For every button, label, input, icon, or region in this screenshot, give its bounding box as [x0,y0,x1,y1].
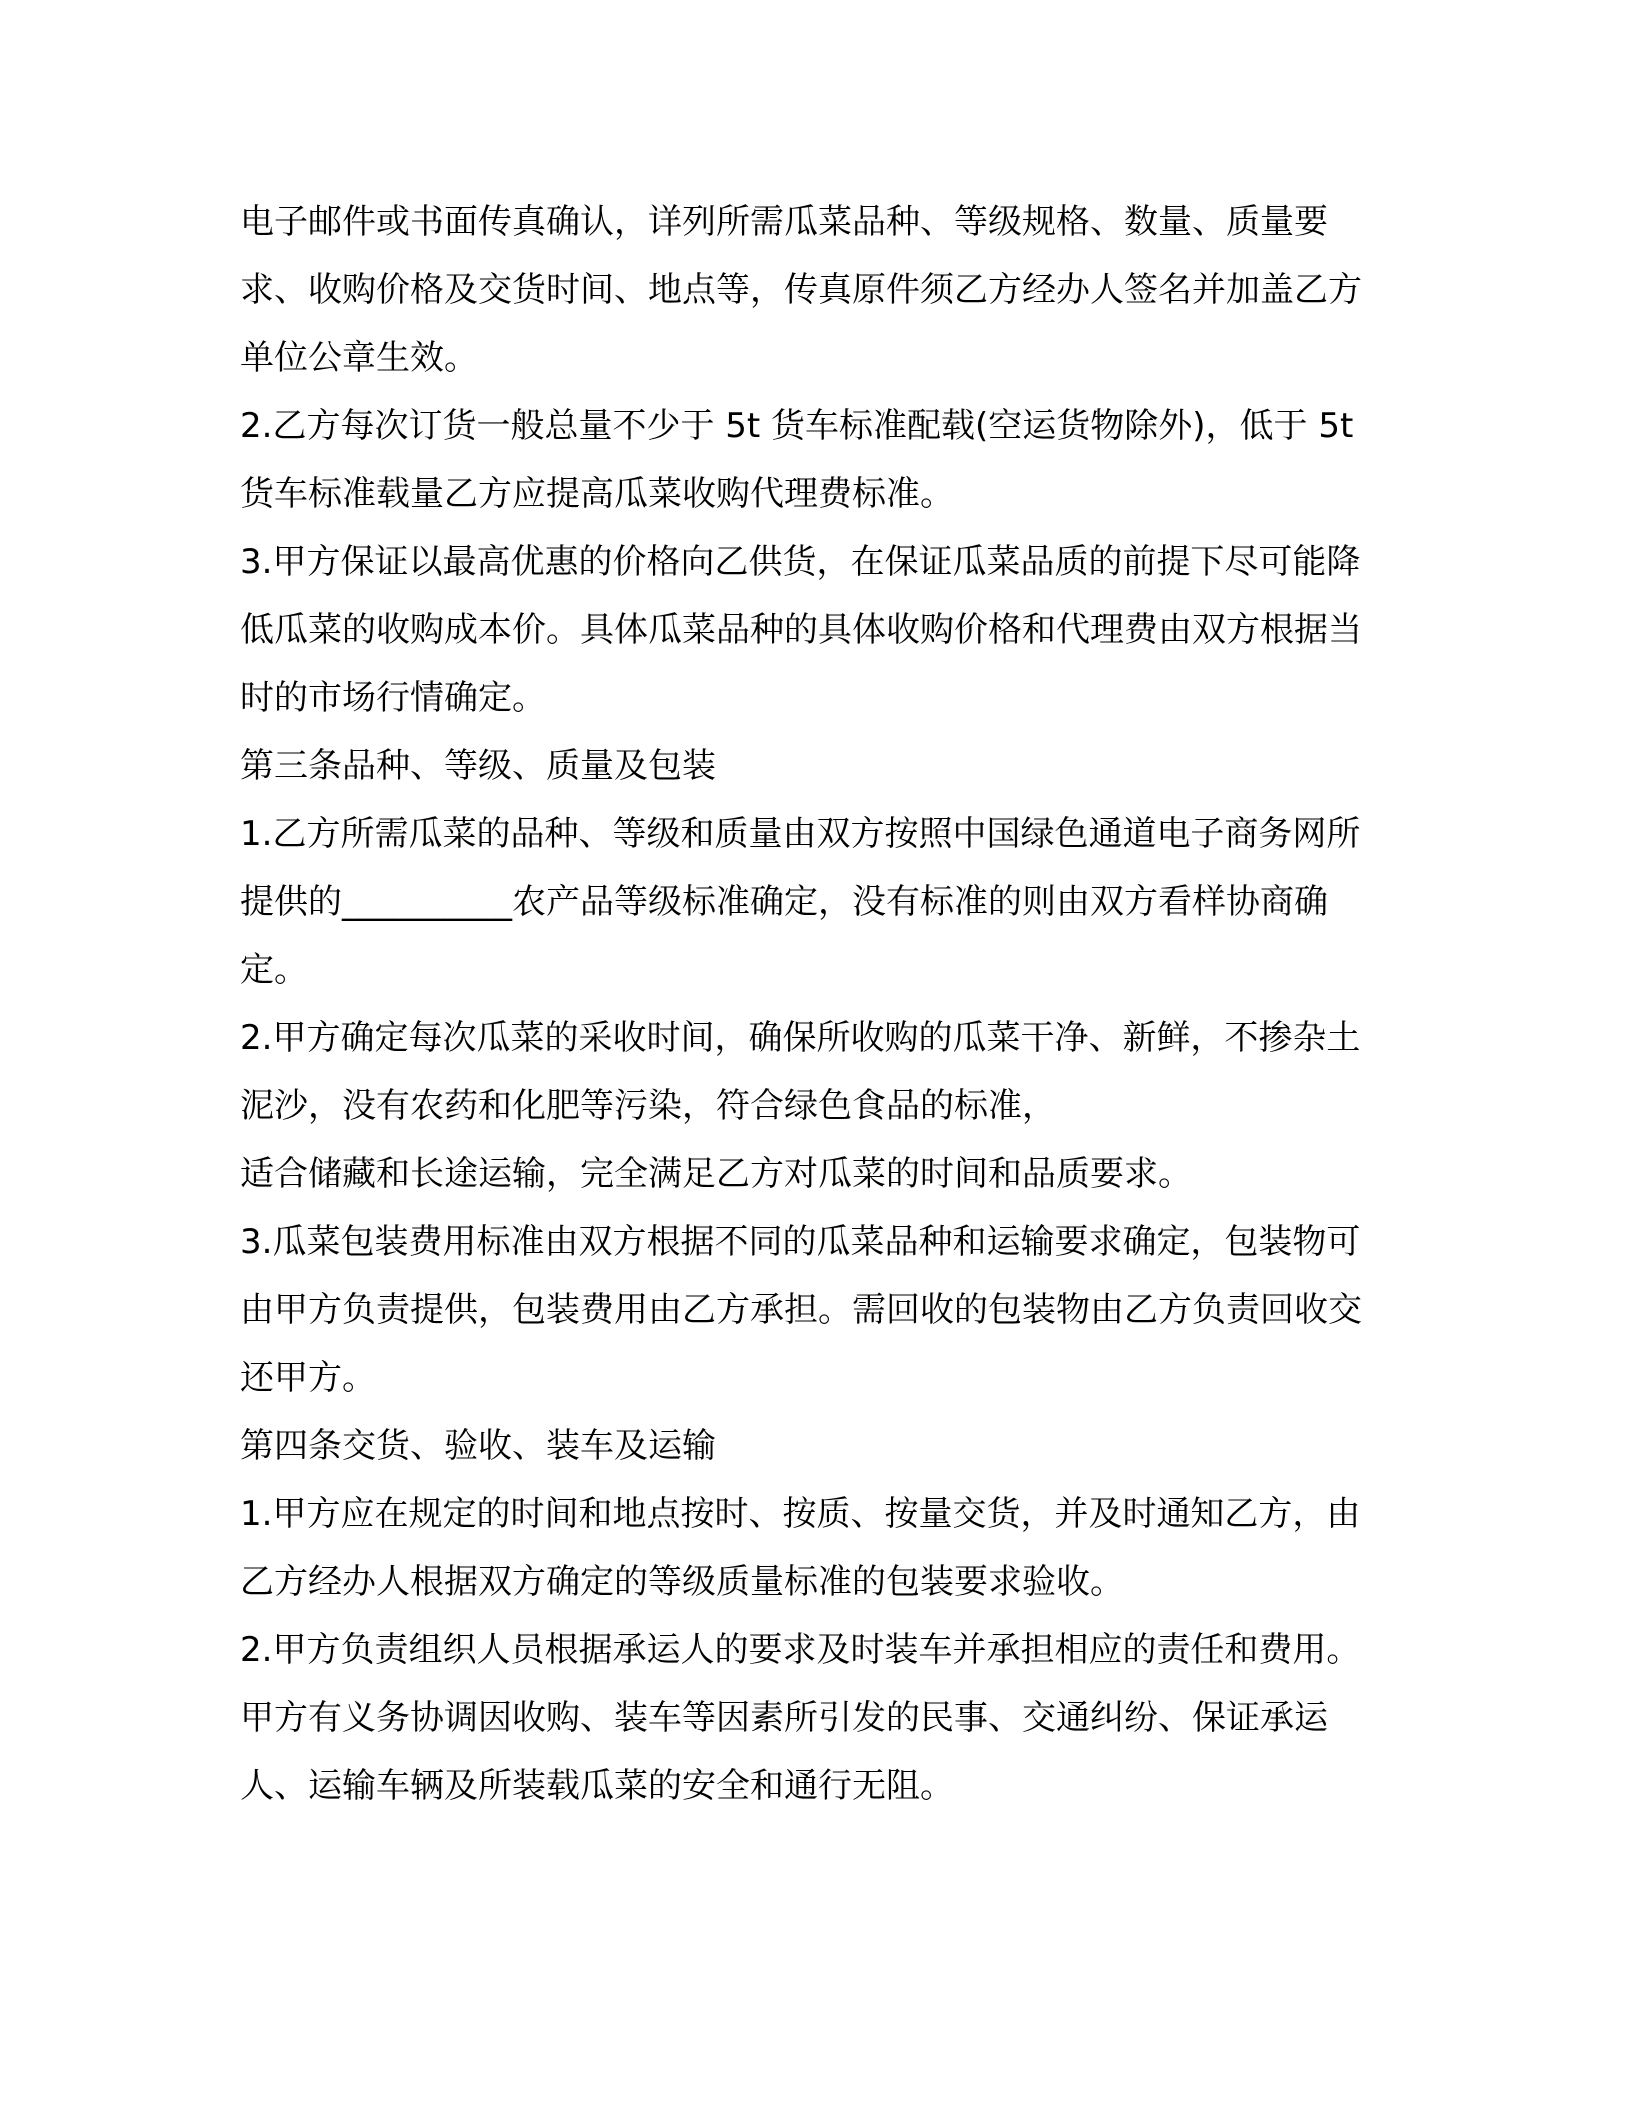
paragraph-pricing: 3.甲方保证以最高优惠的价格向乙供货，在保证瓜菜品质的前提下尽可能降低瓜菜的收购成本价。具体瓜菜品种的具体收购价格和代理费由双方根据当时的市场行情确定。 [240,542,1362,718]
section-heading-article-3: 第三条品种、等级、质量及包装 [240,746,716,786]
paragraph-order-volume: 2.乙方每次订货一般总量不少于 5t 货车标准配载(空运货物除外)，低于 5t 货车标准载量乙方应提高瓜菜收购代理费标准。 [240,406,1365,514]
paragraph-fax-confirmation: 电子邮件或书面传真确认，详列所需瓜菜品种、等级规格、数量、质量要求、收购价格及交货时间、地点等，传真原件须乙方经办人签名并加盖乙方单位公章生效。 [240,202,1362,378]
paragraph-loading-transport: 2.甲方负责组织人员根据承运人的要求及时装车并承担相应的责任和费用。甲方有义务协调因收购、装车等因素所引发的民事、交通纠纷、保证承运人、运输车辆及所装载瓜菜的安全和通行无阻。 [240,1630,1361,1806]
paragraph-harvest-quality: 2.甲方确定每次瓜菜的采收时间，确保所收购的瓜菜干净、新鲜，不掺杂土泥沙，没有农药和化肥等污染，符合绿色食品的标准， [240,1018,1361,1126]
section-heading-article-4: 第四条交货、验收、装车及运输 [240,1426,716,1466]
document-body [240,188,1390,1820]
paragraph-grade-standard: 1.乙方所需瓜菜的品种、等级和质量由双方按照中国绿色通道电子商务网所提供的__________农产品等级标准确定，没有标准的则由双方看样协商确定。 [240,814,1361,990]
paragraph-delivery-inspection: 1.甲方应在规定的时间和地点按时、按质、按量交货，并及时通知乙方，由乙方经办人根据双方确定的等级质量标准的包装要求验收。 [240,1494,1361,1602]
paragraph-packaging: 3.瓜菜包装费用标准由双方根据不同的瓜菜品种和运输要求确定，包装物可由甲方负责提供，包装费用由乙方承担。需回收的包装物由乙方负责回收交还甲方。 [240,1222,1362,1398]
paragraph-storage-transport: 适合储藏和长途运输，完全满足乙方对瓜菜的时间和品质要求。 [240,1154,1192,1194]
